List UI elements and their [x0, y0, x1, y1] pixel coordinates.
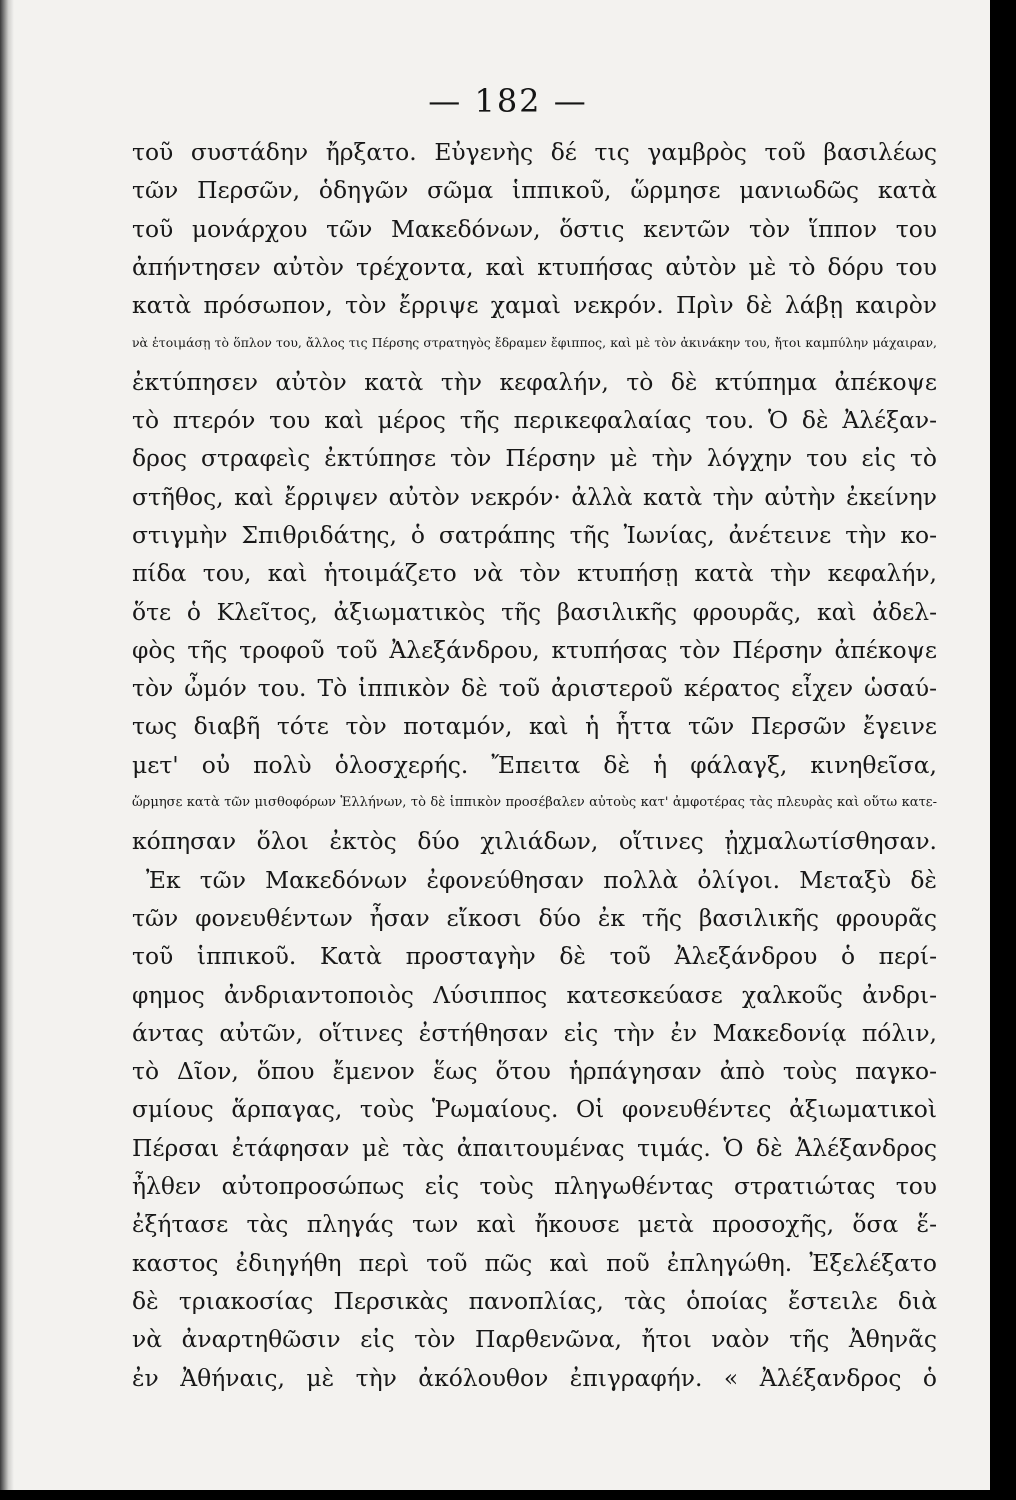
text-line: νὰ ἀναρτηθῶσιν εἰς τὸν Παρθενῶνα, ἤτοι ναὸν τῆς Ἀθηνᾶς [132, 1325, 937, 1354]
text-line: ἐν Ἀθήναις, μὲ τὴν ἀκόλουθον ἐπιγραφήν. « Ἀλέξανδρος ὁ [132, 1363, 937, 1392]
text-line: ὥρμησε κατὰ τῶν μισθοφόρων Ἑλλήνων, τὸ δὲ ἱππικὸν προσέβαλεν αὐτοὺς κατ' ἀμφοτέρας τὰς πλευρὰς καὶ οὕτω κατε- [132, 795, 937, 811]
text-line: μετ' οὐ πολὺ ὁλοσχερής. Ἔπειτα δὲ ἡ φάλαγξ, κινηθεῖσα, [132, 750, 937, 779]
text-line: νὰ ἑτοιμάσῃ τὸ ὅπλον του, ἄλλος τις Πέρσης στρατηγὸς ἔδραμεν ἔφιππος, καὶ μὲ τὸν ἀκινάκην του, ἤτοι καμπύλην μάχαιραν, [132, 335, 937, 351]
text-line: δὲ τριακοσίας Περσικὰς πανοπλίας, τὰς ὁποίας ἔστειλε διὰ [132, 1286, 937, 1315]
text-line: τοῦ ἱππικοῦ. Κατὰ προσταγὴν δὲ τοῦ Ἀλεξάνδρου ὁ περί- [132, 942, 937, 971]
text-line: καστος ἐδιηγήθη περὶ τοῦ πῶς καὶ ποῦ ἐπληγώθη. Ἐξελέξατο [132, 1248, 937, 1277]
text-line: στιγμὴν Σπιθριδάτης, ὁ σατράπης τῆς Ἰωνίας, ἀνέτεινε τὴν κο- [132, 520, 937, 549]
text-line: Πέρσαι ἐτάφησαν μὲ τὰς ἀπαιτουμένας τιμάς. Ὁ δὲ Ἀλέξανδρος [132, 1133, 937, 1162]
text-line: δρος στραφεὶς ἐκτύπησε τὸν Πέρσην μὲ τὴν λόγχην του εἰς τὸ [132, 444, 937, 473]
text-line: φημος ἀνδριαντοποιὸς Λύσιππος κατεσκεύασε χαλκοῦς ἀνδρι- [132, 980, 937, 1009]
page-number: — 182 — [428, 82, 588, 120]
text-line: τως διαβῆ τότε τὸν ποταμόν, καὶ ἡ ἧττα τῶν Περσῶν ἔγεινε [132, 712, 937, 741]
text-line: τὸ Δῖον, ὅπου ἔμενον ἕως ὅτου ἡρπάγησαν ἀπὸ τοὺς παγκο- [132, 1057, 937, 1086]
text-line: ἐκτύπησεν αὐτὸν κατὰ τὴν κεφαλήν, τὸ δὲ κτύπημα ἀπέκοψε [132, 367, 937, 396]
text-line: κόπησαν ὅλοι ἐκτὸς δύο χιλιάδων, οἵτινες ᾐχμαλωτίσθησαν. [132, 827, 937, 856]
text-line: ἐξήτασε τὰς πληγάς των καὶ ἤκουσε μετὰ προσοχῆς, ὅσα ἕ- [132, 1210, 937, 1239]
text-line: τοῦ συστάδην ἤρξατο. Εὐγενὴς δέ τις γαμβρὸς τοῦ βασιλέως [132, 138, 937, 166]
text-line: στῆθος, καὶ ἔρριψεν αὐτὸν νεκρόν· ἀλλὰ κατὰ τὴν αὐτὴν ἐκείνην [132, 482, 937, 511]
text-line: τῶν φονευθέντων ἦσαν εἴκοσι δύο ἐκ τῆς βασιλικῆς φρουρᾶς [132, 903, 937, 932]
body-text [132, 133, 937, 1397]
text-line: τοῦ μονάρχου τῶν Μακεδόνων, ὅστις κεντῶν τὸν ἵππον του [132, 214, 937, 243]
text-line: Ἐκ τῶν Μακεδόνων ἐφονεύθησαν πολλὰ ὀλίγοι. Μεταξὺ δὲ [146, 865, 937, 894]
text-line: ὅτε ὁ Κλεῖτος, ἀξιωματικὸς τῆς βασιλικῆς φρουρᾶς, καὶ ἀδελ- [132, 597, 937, 626]
text-line: σμίους ἅρπαγας, τοὺς Ῥωμαίους. Οἱ φονευθέντες ἀξιωματικοὶ [132, 1095, 937, 1124]
text-line: κατὰ πρόσωπον, τὸν ἔρριψε χαμαὶ νεκρόν. Πρὶν δὲ λάβῃ καιρὸν [132, 291, 937, 320]
text-line: ἦλθεν αὐτοπροσώπως εἰς τοὺς πληγωθέντας στρατιώτας του [132, 1172, 937, 1201]
text-line: πίδα του, καὶ ἡτοιμάζετο νὰ τὸν κτυπήσῃ κατὰ τὴν κεφαλήν, [132, 559, 937, 588]
text-line: τὸν ὦμόν του. Τὸ ἱππικὸν δὲ τοῦ ἀριστεροῦ κέρατος εἶχεν ὡσαύ- [132, 674, 937, 703]
text-line: τῶν Περσῶν, ὁδηγῶν σῶμα ἱππικοῦ, ὥρμησε μανιωδῶς κατὰ [132, 176, 937, 205]
page-gutter-shadow [0, 0, 14, 1490]
text-line: φὸς τῆς τροφοῦ τοῦ Ἀλεξάνδρου, κτυπήσας τὸν Πέρσην ἀπέκοψε [132, 635, 937, 664]
text-line: ἀπήντησεν αὐτὸν τρέχοντα, καὶ κτυπήσας αὐτὸν μὲ τὸ δόρυ του [132, 252, 937, 281]
text-line: τὸ πτερόν του καὶ μέρος τῆς περικεφαλαίας του. Ὁ δὲ Ἀλέξαν- [132, 406, 937, 435]
text-line: άντας αὐτῶν, οἵτινες ἐστήθησαν εἰς τὴν ἐν Μακεδονίᾳ πόλιν, [132, 1018, 937, 1047]
